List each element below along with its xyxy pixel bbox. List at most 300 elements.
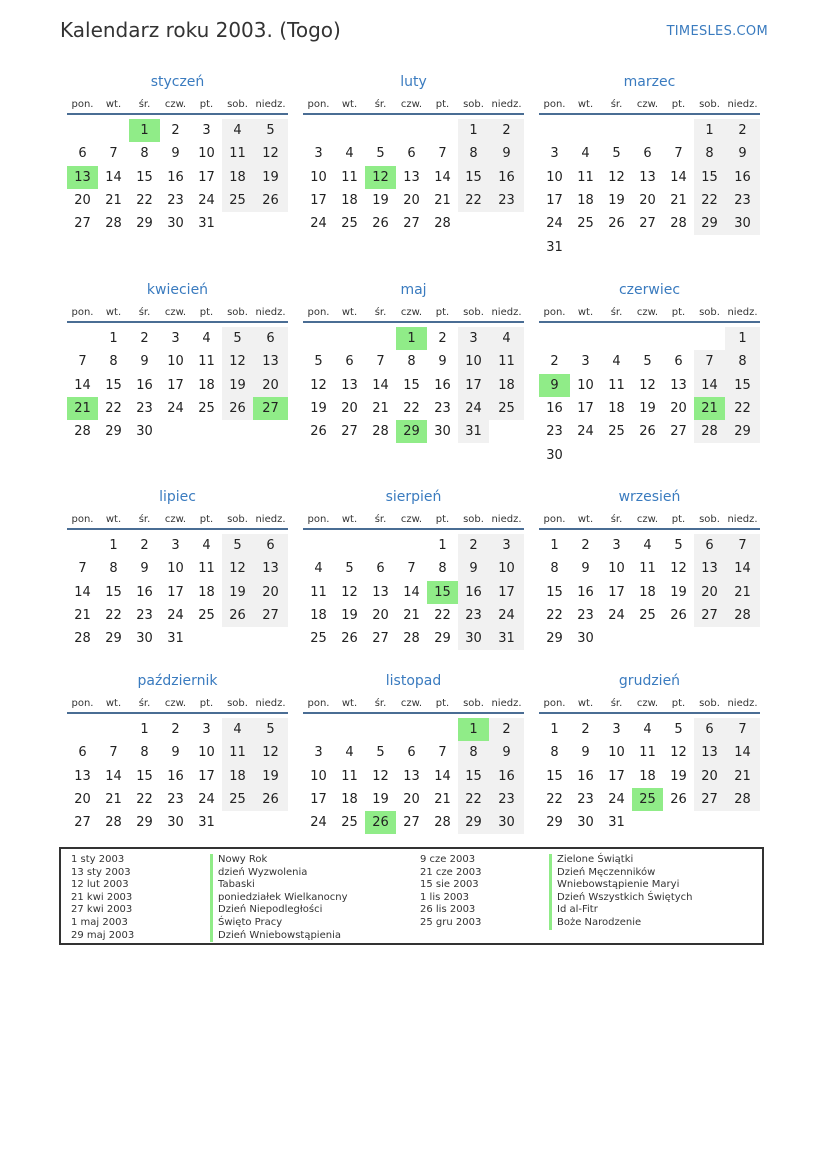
holiday-day-cell: 12 bbox=[365, 166, 396, 189]
weekend-day-cell: 8 bbox=[458, 142, 489, 165]
day-cell: 19 bbox=[341, 608, 358, 624]
day-cell: 20 bbox=[403, 193, 420, 209]
weekday-header: pt. bbox=[663, 695, 694, 713]
day-cell: 11 bbox=[341, 169, 358, 185]
legend-date: 12 lut 2003 bbox=[71, 879, 129, 891]
weekend-day-cell: 26 bbox=[222, 604, 253, 627]
day-cell: 3 bbox=[314, 745, 323, 761]
month-table bbox=[539, 695, 760, 834]
day-cell: 7 bbox=[407, 561, 416, 577]
day-cell: 22 bbox=[136, 792, 153, 808]
weekend-day-cell: 22 bbox=[694, 189, 725, 212]
empty-day-cell bbox=[694, 235, 725, 258]
day-cell: 2 bbox=[171, 722, 180, 738]
site-brand-link[interactable]: TIMESLES.COM bbox=[666, 24, 768, 39]
weekend-day-cell: 13 bbox=[694, 557, 725, 580]
day-cell: 3 bbox=[202, 123, 211, 139]
weekday-header: wt. bbox=[334, 695, 365, 713]
empty-day-cell bbox=[632, 627, 663, 650]
month-table bbox=[67, 511, 288, 650]
legend-date: 9 cze 2003 bbox=[420, 854, 476, 865]
day-cell: 28 bbox=[670, 216, 687, 232]
day-cell: 23 bbox=[136, 608, 153, 624]
day-cell: 30 bbox=[577, 631, 594, 647]
day-cell: 28 bbox=[434, 815, 451, 831]
day-cell: 27 bbox=[639, 216, 656, 232]
weekday-header: sob. bbox=[222, 96, 253, 114]
month-name: czerwiec bbox=[618, 282, 681, 298]
legend-date: 21 cze 2003 bbox=[420, 866, 482, 878]
weekday-header: śr. bbox=[601, 511, 632, 529]
empty-day-cell bbox=[632, 443, 663, 466]
weekend-day-cell: 13 bbox=[253, 557, 288, 580]
day-cell: 3 bbox=[612, 722, 621, 738]
day-cell: 18 bbox=[639, 584, 656, 600]
holiday-day-cell: 9 bbox=[539, 374, 570, 397]
holiday-day-cell: 1 bbox=[458, 718, 489, 741]
weekday-header: niedz. bbox=[489, 695, 524, 713]
weekend-day-cell: 13 bbox=[253, 350, 288, 373]
day-cell: 21 bbox=[74, 608, 91, 624]
day-cell: 17 bbox=[198, 169, 215, 185]
day-cell: 22 bbox=[546, 792, 563, 808]
day-cell: 21 bbox=[105, 193, 122, 209]
day-cell: 21 bbox=[670, 193, 687, 209]
day-cell: 20 bbox=[403, 792, 420, 808]
legend-date: 26 lis 2003 bbox=[420, 904, 476, 916]
weekend-day-cell: 17 bbox=[489, 581, 524, 604]
month-calendar bbox=[67, 487, 288, 650]
day-cell: 1 bbox=[438, 538, 447, 554]
legend-date: 21 kwi 2003 bbox=[71, 891, 133, 903]
month-name: kwiecień bbox=[146, 282, 209, 298]
weekday-header: czw. bbox=[396, 96, 427, 114]
day-cell: 19 bbox=[372, 792, 389, 808]
weekday-header: wt. bbox=[334, 511, 365, 529]
day-cell: 6 bbox=[407, 745, 416, 761]
day-cell: 18 bbox=[310, 608, 327, 624]
empty-day-cell bbox=[253, 420, 288, 443]
empty-day-cell bbox=[303, 718, 334, 741]
day-cell: 15 bbox=[136, 768, 153, 784]
day-cell: 1 bbox=[550, 722, 559, 738]
weekend-day-cell: 23 bbox=[725, 189, 760, 212]
day-cell: 17 bbox=[167, 377, 184, 393]
month-calendar bbox=[303, 72, 524, 235]
day-cell: 30 bbox=[136, 424, 153, 440]
weekend-day-cell: 4 bbox=[222, 718, 253, 741]
empty-day-cell bbox=[191, 420, 222, 443]
weekday-header: pt. bbox=[427, 695, 458, 713]
weekday-header: czw. bbox=[632, 695, 663, 713]
legend-date: 29 maj 2003 bbox=[71, 929, 135, 941]
day-cell: 7 bbox=[438, 745, 447, 761]
month-calendar bbox=[303, 487, 524, 650]
day-cell: 7 bbox=[109, 745, 118, 761]
weekend-day-cell: 12 bbox=[253, 142, 288, 165]
day-cell: 22 bbox=[136, 193, 153, 209]
weekday-header: śr. bbox=[365, 695, 396, 713]
empty-day-cell bbox=[663, 235, 694, 258]
day-cell: 9 bbox=[171, 745, 180, 761]
empty-day-cell bbox=[334, 718, 365, 741]
day-cell: 25 bbox=[608, 424, 625, 440]
weekend-day-cell: 25 bbox=[222, 788, 253, 811]
empty-day-cell bbox=[663, 327, 694, 350]
day-cell: 19 bbox=[372, 193, 389, 209]
weekend-day-cell: 12 bbox=[253, 741, 288, 764]
day-cell: 2 bbox=[581, 538, 590, 554]
weekday-header: niedz. bbox=[489, 304, 524, 322]
weekend-day-cell: 6 bbox=[694, 718, 725, 741]
weekend-day-cell: 30 bbox=[458, 627, 489, 650]
weekend-day-cell: 19 bbox=[253, 765, 288, 788]
day-cell: 12 bbox=[608, 169, 625, 185]
weekend-day-cell: 2 bbox=[458, 534, 489, 557]
day-cell: 24 bbox=[577, 424, 594, 440]
day-cell: 31 bbox=[546, 239, 563, 255]
weekend-day-cell: 13 bbox=[694, 741, 725, 764]
day-cell: 2 bbox=[550, 354, 559, 370]
day-cell: 14 bbox=[74, 584, 91, 600]
day-cell: 25 bbox=[310, 631, 327, 647]
weekend-day-cell: 17 bbox=[458, 374, 489, 397]
weekend-day-cell: 12 bbox=[222, 557, 253, 580]
weekend-day-cell: 29 bbox=[458, 811, 489, 834]
legend-date: 15 sie 2003 bbox=[420, 879, 479, 891]
day-cell: 14 bbox=[434, 768, 451, 784]
month-table bbox=[67, 695, 288, 834]
empty-day-cell bbox=[725, 627, 760, 650]
month-name: maj bbox=[400, 282, 427, 298]
day-cell: 4 bbox=[202, 538, 211, 554]
day-cell: 23 bbox=[136, 401, 153, 417]
empty-day-cell bbox=[539, 327, 570, 350]
day-cell: 7 bbox=[109, 146, 118, 162]
day-cell: 29 bbox=[105, 424, 122, 440]
weekday-header: pt. bbox=[191, 695, 222, 713]
day-cell: 22 bbox=[105, 401, 122, 417]
empty-day-cell bbox=[601, 119, 632, 142]
weekday-header: sob. bbox=[694, 695, 725, 713]
weekend-day-cell: 16 bbox=[489, 765, 524, 788]
day-cell: 18 bbox=[577, 193, 594, 209]
weekday-header: pt. bbox=[427, 96, 458, 114]
weekday-header: sob. bbox=[222, 304, 253, 322]
day-cell: 28 bbox=[372, 424, 389, 440]
weekend-day-cell: 22 bbox=[725, 397, 760, 420]
weekday-header: pt. bbox=[191, 304, 222, 322]
day-cell: 15 bbox=[105, 584, 122, 600]
day-cell: 20 bbox=[74, 792, 91, 808]
weekend-day-cell: 18 bbox=[222, 765, 253, 788]
day-cell: 4 bbox=[643, 722, 652, 738]
weekday-header: czw. bbox=[396, 695, 427, 713]
weekday-header: niedz. bbox=[489, 96, 524, 114]
weekend-day-cell: 24 bbox=[489, 604, 524, 627]
day-cell: 14 bbox=[670, 169, 687, 185]
day-cell: 6 bbox=[407, 146, 416, 162]
empty-day-cell bbox=[663, 443, 694, 466]
weekday-header: śr. bbox=[365, 304, 396, 322]
day-cell: 27 bbox=[74, 216, 91, 232]
day-cell: 8 bbox=[550, 745, 559, 761]
weekday-header: wt. bbox=[98, 695, 129, 713]
legend-date: 1 maj 2003 bbox=[71, 916, 128, 928]
day-cell: 25 bbox=[198, 608, 215, 624]
holiday-day-cell: 13 bbox=[67, 166, 98, 189]
empty-day-cell bbox=[539, 119, 570, 142]
month-name: marzec bbox=[623, 74, 676, 90]
day-cell: 14 bbox=[372, 377, 389, 393]
day-cell: 22 bbox=[434, 608, 451, 624]
empty-day-cell bbox=[570, 443, 601, 466]
empty-day-cell bbox=[334, 119, 365, 142]
legend-date: 25 gru 2003 bbox=[420, 916, 482, 928]
empty-day-cell bbox=[67, 327, 98, 350]
day-cell: 29 bbox=[546, 815, 563, 831]
month-name: grudzień bbox=[618, 673, 681, 689]
weekend-day-cell: 15 bbox=[458, 765, 489, 788]
weekend-day-cell: 7 bbox=[694, 350, 725, 373]
empty-day-cell bbox=[427, 718, 458, 741]
day-cell: 10 bbox=[608, 745, 625, 761]
empty-day-cell bbox=[570, 119, 601, 142]
weekend-day-cell: 16 bbox=[489, 166, 524, 189]
empty-day-cell bbox=[222, 811, 253, 834]
weekend-day-cell: 2 bbox=[489, 119, 524, 142]
weekend-day-cell: 19 bbox=[222, 581, 253, 604]
weekend-day-cell: 31 bbox=[458, 420, 489, 443]
month-calendar bbox=[303, 280, 524, 443]
day-cell: 14 bbox=[105, 169, 122, 185]
day-cell: 27 bbox=[341, 424, 358, 440]
month-name: styczeń bbox=[150, 74, 205, 90]
day-cell: 24 bbox=[167, 608, 184, 624]
day-cell: 18 bbox=[639, 768, 656, 784]
day-cell: 14 bbox=[403, 584, 420, 600]
day-cell: 24 bbox=[167, 401, 184, 417]
day-cell: 22 bbox=[403, 401, 420, 417]
weekday-header: śr. bbox=[601, 96, 632, 114]
holiday-day-cell: 1 bbox=[129, 119, 160, 142]
day-cell: 3 bbox=[314, 146, 323, 162]
weekend-day-cell: 2 bbox=[725, 119, 760, 142]
weekday-header: sob. bbox=[222, 511, 253, 529]
month-table bbox=[303, 511, 524, 650]
empty-day-cell bbox=[489, 420, 524, 443]
day-cell: 7 bbox=[78, 354, 87, 370]
legend-dates-column-2 bbox=[420, 854, 481, 930]
day-cell: 18 bbox=[198, 584, 215, 600]
weekend-day-cell: 18 bbox=[489, 374, 524, 397]
empty-day-cell bbox=[365, 718, 396, 741]
day-cell: 20 bbox=[372, 608, 389, 624]
weekday-header: pon. bbox=[67, 96, 98, 114]
day-cell: 10 bbox=[608, 561, 625, 577]
weekday-header: wt. bbox=[570, 304, 601, 322]
empty-day-cell bbox=[253, 212, 288, 235]
empty-day-cell bbox=[67, 718, 98, 741]
weekend-day-cell: 15 bbox=[725, 374, 760, 397]
day-cell: 28 bbox=[105, 216, 122, 232]
day-cell: 16 bbox=[167, 768, 184, 784]
day-cell: 16 bbox=[136, 584, 153, 600]
weekday-header: śr. bbox=[601, 304, 632, 322]
weekday-header: pon. bbox=[303, 304, 334, 322]
weekend-day-cell: 20 bbox=[694, 765, 725, 788]
weekday-header: niedz. bbox=[253, 304, 288, 322]
day-cell: 9 bbox=[140, 354, 149, 370]
day-cell: 1 bbox=[550, 538, 559, 554]
day-cell: 23 bbox=[167, 792, 184, 808]
day-cell: 30 bbox=[546, 447, 563, 463]
day-cell: 26 bbox=[372, 216, 389, 232]
weekday-header: wt. bbox=[98, 304, 129, 322]
day-cell: 22 bbox=[546, 608, 563, 624]
day-cell: 23 bbox=[546, 424, 563, 440]
day-cell: 7 bbox=[78, 561, 87, 577]
day-cell: 22 bbox=[105, 608, 122, 624]
weekend-day-cell: 1 bbox=[458, 119, 489, 142]
day-cell: 3 bbox=[202, 722, 211, 738]
day-cell: 13 bbox=[403, 169, 420, 185]
weekend-day-cell: 28 bbox=[725, 604, 760, 627]
day-cell: 2 bbox=[140, 331, 149, 347]
day-cell: 28 bbox=[74, 424, 91, 440]
day-cell: 5 bbox=[314, 354, 323, 370]
weekend-day-cell: 20 bbox=[253, 374, 288, 397]
empty-day-cell bbox=[365, 119, 396, 142]
weekday-header: niedz. bbox=[253, 511, 288, 529]
weekend-day-cell: 30 bbox=[725, 212, 760, 235]
day-cell: 21 bbox=[372, 401, 389, 417]
weekday-header: wt. bbox=[570, 695, 601, 713]
weekday-header: śr. bbox=[365, 96, 396, 114]
day-cell: 20 bbox=[639, 193, 656, 209]
legend-holiday-name: Nowy Rok bbox=[210, 854, 348, 867]
day-cell: 17 bbox=[546, 193, 563, 209]
weekday-header: sob. bbox=[458, 695, 489, 713]
day-cell: 11 bbox=[198, 354, 215, 370]
day-cell: 11 bbox=[577, 169, 594, 185]
day-cell: 10 bbox=[167, 354, 184, 370]
empty-day-cell bbox=[458, 212, 489, 235]
day-cell: 5 bbox=[612, 146, 621, 162]
weekday-header: pt. bbox=[191, 511, 222, 529]
day-cell: 18 bbox=[341, 193, 358, 209]
day-cell: 9 bbox=[581, 745, 590, 761]
day-cell: 13 bbox=[670, 377, 687, 393]
day-cell: 24 bbox=[310, 216, 327, 232]
day-cell: 7 bbox=[438, 146, 447, 162]
weekend-day-cell: 5 bbox=[253, 718, 288, 741]
day-cell: 8 bbox=[140, 146, 149, 162]
weekend-day-cell: 9 bbox=[725, 142, 760, 165]
day-cell: 11 bbox=[639, 745, 656, 761]
month-calendar bbox=[67, 280, 288, 443]
weekend-day-cell: 8 bbox=[694, 142, 725, 165]
day-cell: 11 bbox=[608, 377, 625, 393]
day-cell: 27 bbox=[74, 815, 91, 831]
day-cell: 4 bbox=[202, 331, 211, 347]
day-cell: 17 bbox=[167, 584, 184, 600]
day-cell: 16 bbox=[167, 169, 184, 185]
day-cell: 4 bbox=[345, 146, 354, 162]
day-cell: 19 bbox=[670, 768, 687, 784]
day-cell: 25 bbox=[341, 216, 358, 232]
day-cell: 18 bbox=[341, 792, 358, 808]
legend-holiday-name: Dzień Męczenników bbox=[549, 867, 693, 880]
weekday-header: niedz. bbox=[489, 511, 524, 529]
weekday-header: niedz. bbox=[725, 511, 760, 529]
day-cell: 12 bbox=[639, 377, 656, 393]
weekend-day-cell: 23 bbox=[489, 788, 524, 811]
day-cell: 1 bbox=[109, 331, 118, 347]
weekend-day-cell: 1 bbox=[694, 119, 725, 142]
day-cell: 9 bbox=[171, 146, 180, 162]
day-cell: 12 bbox=[670, 745, 687, 761]
day-cell: 2 bbox=[140, 538, 149, 554]
weekend-day-cell: 27 bbox=[694, 604, 725, 627]
day-cell: 3 bbox=[581, 354, 590, 370]
day-cell: 11 bbox=[341, 768, 358, 784]
day-cell: 21 bbox=[434, 792, 451, 808]
weekday-header: czw. bbox=[632, 304, 663, 322]
legend-holiday-name: Boże Narodzenie bbox=[549, 917, 693, 930]
weekend-day-cell: 18 bbox=[222, 166, 253, 189]
month-table bbox=[303, 695, 524, 834]
day-cell: 26 bbox=[670, 608, 687, 624]
weekend-day-cell: 27 bbox=[694, 788, 725, 811]
day-cell: 19 bbox=[608, 193, 625, 209]
day-cell: 18 bbox=[608, 401, 625, 417]
holiday-day-cell: 21 bbox=[67, 397, 98, 420]
legend-names-column-1 bbox=[210, 854, 348, 942]
empty-day-cell bbox=[222, 420, 253, 443]
day-cell: 26 bbox=[310, 424, 327, 440]
day-cell: 4 bbox=[314, 561, 323, 577]
day-cell: 17 bbox=[608, 768, 625, 784]
legend-holiday-name: Wniebowstąpienie Maryi bbox=[549, 879, 693, 892]
day-cell: 11 bbox=[198, 561, 215, 577]
weekday-header: pon. bbox=[303, 695, 334, 713]
day-cell: 20 bbox=[74, 193, 91, 209]
month-table bbox=[67, 96, 288, 235]
weekday-header: pt. bbox=[427, 511, 458, 529]
legend-holiday-name: Święto Pracy bbox=[210, 917, 348, 930]
weekday-header: sob. bbox=[458, 96, 489, 114]
day-cell: 7 bbox=[674, 146, 683, 162]
weekday-header: śr. bbox=[129, 511, 160, 529]
weekend-day-cell: 9 bbox=[489, 142, 524, 165]
empty-day-cell bbox=[694, 443, 725, 466]
day-cell: 24 bbox=[198, 193, 215, 209]
weekend-day-cell: 4 bbox=[222, 119, 253, 142]
day-cell: 16 bbox=[577, 768, 594, 784]
day-cell: 30 bbox=[136, 631, 153, 647]
empty-day-cell bbox=[663, 119, 694, 142]
weekday-header: sob. bbox=[694, 96, 725, 114]
day-cell: 10 bbox=[310, 169, 327, 185]
legend-holiday-name: Dzień Wszystkich Świętych bbox=[549, 892, 693, 905]
day-cell: 25 bbox=[341, 815, 358, 831]
holiday-day-cell: 1 bbox=[396, 327, 427, 350]
day-cell: 28 bbox=[105, 815, 122, 831]
day-cell: 17 bbox=[310, 792, 327, 808]
day-cell: 8 bbox=[109, 354, 118, 370]
day-cell: 5 bbox=[643, 354, 652, 370]
